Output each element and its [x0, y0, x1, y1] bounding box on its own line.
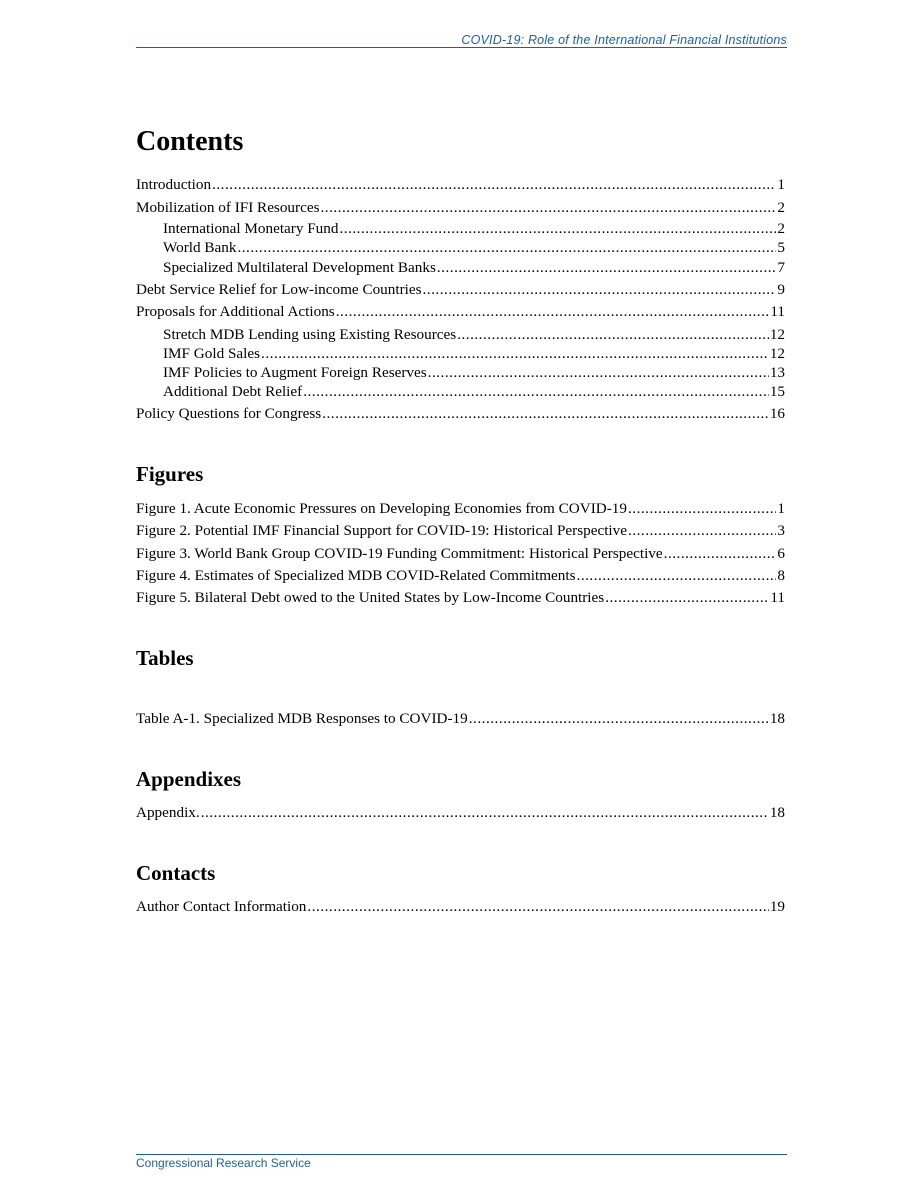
header-rule — [136, 47, 787, 48]
toc-entry-mobilization[interactable] — [136, 198, 785, 217]
dot-leader — [322, 404, 769, 423]
toc-entry-imf-policies-reserves[interactable] — [163, 363, 785, 382]
toc-entry-figure-2[interactable] — [136, 521, 785, 540]
toc-entry-page: 18 — [769, 804, 785, 821]
toc-entry-policy-questions[interactable] — [136, 404, 785, 423]
toc-entry-page: 19 — [769, 898, 785, 915]
toc-entry-page: 2 — [777, 199, 785, 216]
dot-leader — [437, 258, 777, 277]
toc-entry-title: Appendix. — [136, 804, 200, 821]
toc-entry-proposals[interactable] — [136, 302, 785, 321]
toc-entry-page: 1 — [777, 176, 785, 193]
toc-entry-page: 11 — [770, 589, 785, 606]
toc-entry-title: International Monetary Fund — [163, 220, 339, 237]
toc-entry-page: 9 — [777, 281, 785, 298]
toc-entry-figure-5[interactable] — [136, 588, 785, 607]
toc-entry-imf[interactable] — [163, 219, 785, 238]
dot-leader — [339, 219, 776, 238]
dot-leader — [469, 709, 769, 728]
toc-entry-title: Policy Questions for Congress — [136, 405, 322, 422]
toc-entry-title: Figure 2. Potential IMF Financial Support for COVID-19: Historical Perspective — [136, 522, 627, 539]
toc-entry-title: Figure 3. World Bank Group COVID-19 Funding Commitment: Historical Perspective — [136, 545, 663, 562]
toc-entry-world-bank[interactable] — [163, 238, 785, 257]
toc-entry-title: Table A-1. Specialized MDB Responses to COVID-19 — [136, 710, 468, 727]
toc-entry-page: 13 — [769, 364, 785, 381]
toc-entry-title: Stretch MDB Lending using Existing Resources — [163, 326, 457, 343]
toc-entry-page: 16 — [769, 405, 785, 422]
toc-entry-additional-debt-relief[interactable] — [163, 382, 785, 401]
dot-leader — [664, 544, 777, 563]
footer-rule — [136, 1154, 787, 1155]
dot-leader — [336, 302, 770, 321]
contacts-heading: Contacts — [136, 861, 216, 885]
dot-leader — [457, 325, 769, 344]
toc-entry-figure-3[interactable] — [136, 544, 785, 563]
dot-leader — [307, 897, 768, 916]
toc-entry-page: 8 — [777, 567, 785, 584]
toc-entry-page: 3 — [777, 522, 785, 539]
dot-leader — [423, 280, 777, 299]
toc-entry-stretch-mdb-lending[interactable] — [163, 325, 785, 344]
dot-leader — [212, 175, 776, 194]
toc-entry-author-contact[interactable] — [136, 897, 785, 916]
dot-leader — [237, 238, 776, 257]
toc-entry-page: 7 — [777, 259, 785, 276]
toc-entry-introduction[interactable] — [136, 175, 785, 194]
toc-entry-appendix[interactable] — [136, 803, 785, 822]
dot-leader — [201, 803, 769, 822]
footer-organization: Congressional Research Service — [136, 1156, 311, 1170]
tables-heading: Tables — [136, 646, 194, 670]
toc-entry-title: IMF Policies to Augment Foreign Reserves — [163, 364, 427, 381]
dot-leader — [428, 363, 769, 382]
toc-entry-page: 1 — [777, 500, 785, 517]
contents-heading: Contents — [136, 126, 244, 157]
toc-entry-page: 12 — [769, 345, 785, 362]
toc-entry-title: IMF Gold Sales — [163, 345, 261, 362]
toc-entry-page: 11 — [770, 303, 785, 320]
toc-entry-title: World Bank — [163, 239, 237, 256]
toc-entry-table-a1[interactable] — [136, 709, 785, 728]
toc-entry-title: Specialized Multilateral Development Banks — [163, 259, 436, 276]
toc-entry-imf-gold-sales[interactable] — [163, 344, 785, 363]
toc-entry-specialized-mdbs[interactable] — [163, 258, 785, 277]
toc-entry-page: 6 — [777, 545, 785, 562]
toc-entry-title: Author Contact Information — [136, 898, 307, 915]
toc-entry-title: Figure 5. Bilateral Debt owed to the United States by Low-Income Countries — [136, 589, 605, 606]
toc-entry-page: 18 — [769, 710, 785, 727]
toc-entry-title: Proposals for Additional Actions — [136, 303, 335, 320]
toc-entry-title: Mobilization of IFI Resources — [136, 199, 320, 216]
appendixes-heading: Appendixes — [136, 767, 242, 791]
dot-leader — [303, 382, 769, 401]
dot-leader — [261, 344, 769, 363]
toc-entry-page: 15 — [769, 383, 785, 400]
figures-heading: Figures — [136, 462, 204, 486]
toc-entry-page: 2 — [777, 220, 785, 237]
dot-leader — [577, 566, 777, 585]
toc-entry-title: Figure 1. Acute Economic Pressures on Developing Economies from COVID-19 — [136, 500, 627, 517]
running-header-title: COVID-19: Role of the International Financial Institutions — [461, 33, 787, 47]
toc-entry-figure-4[interactable] — [136, 566, 785, 585]
toc-entry-debt-service-relief[interactable] — [136, 280, 785, 299]
toc-entry-page: 5 — [777, 239, 785, 256]
toc-entry-title: Debt Service Relief for Low-income Countries — [136, 281, 422, 298]
toc-entry-title: Additional Debt Relief — [163, 383, 303, 400]
dot-leader — [320, 198, 776, 217]
toc-entry-figure-1[interactable] — [136, 499, 785, 518]
dot-leader — [628, 499, 776, 518]
dot-leader — [605, 588, 769, 607]
dot-leader — [628, 521, 776, 540]
toc-entry-title: Figure 4. Estimates of Specialized MDB COVID-Related Commitments — [136, 567, 576, 584]
toc-entry-title: Introduction — [136, 176, 212, 193]
toc-entry-page: 12 — [769, 326, 785, 343]
